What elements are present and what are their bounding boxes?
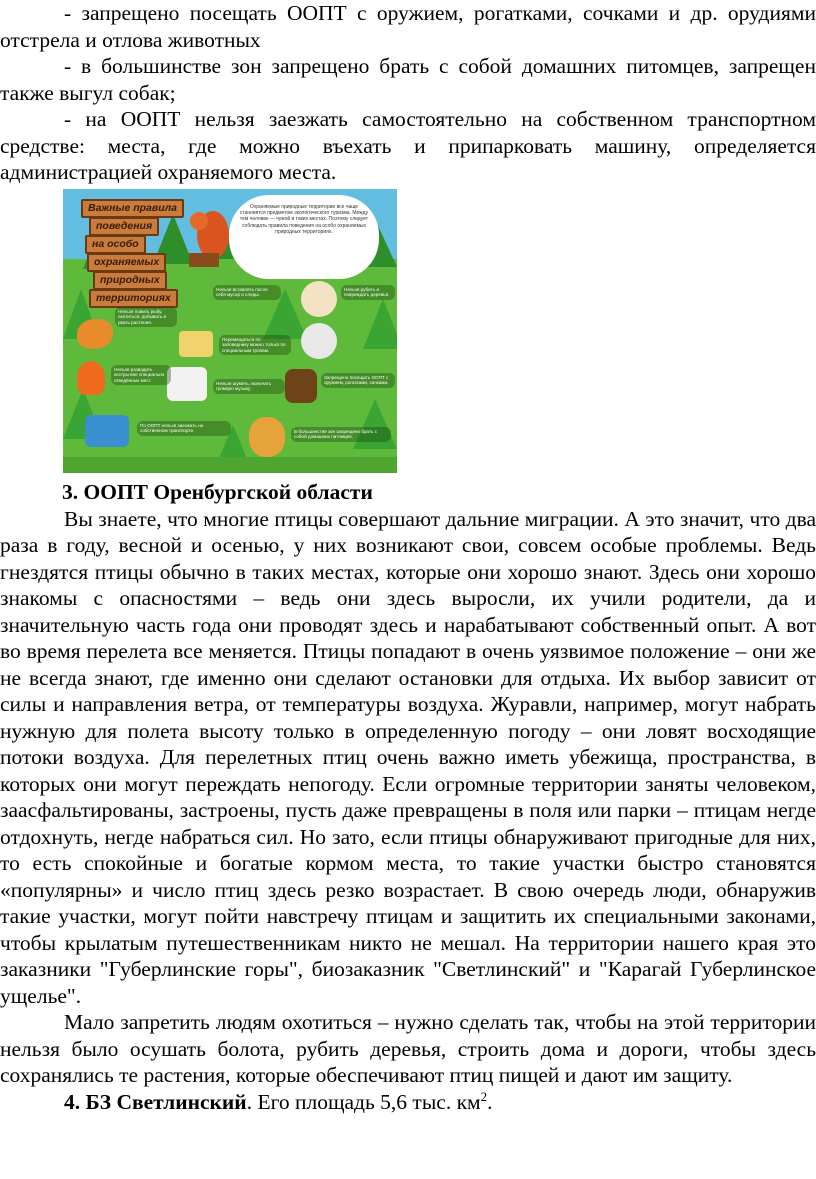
poster-tip: Нельзя вставлять после себя мусор и следы.: [213, 285, 281, 300]
poster-tip: Перемещаться по заповеднику можно только по специальным тропам.: [219, 335, 291, 356]
campfire-icon: [77, 361, 105, 395]
body-paragraph: Мало запретить людям охотиться – нужно сделать так, чтобы на этой территории нельзя было осушать болота, рубить деревья, строить дома и дороги, чтобы здесь сохранялись те растения, которые обеспечивают птиц пищей и дают им защиту.: [0, 1010, 816, 1087]
rule-weapons: - запрещено посещать ООПТ с оружием, рогатками, сочками и др. орудиями отстрела и отлова животных: [0, 1, 816, 52]
poster-title-sign: [89, 217, 159, 236]
poster-title-line: поведения: [96, 219, 153, 232]
slingshot-icon: [285, 369, 317, 403]
map-icon: [179, 331, 213, 357]
poster-title-line: природных: [100, 273, 160, 286]
section-heading: 3. ООПТ Оренбургской области: [62, 479, 373, 504]
megaphone-icon: [167, 367, 207, 401]
poster-intro-bubble: Охраняемые природные территории все чаще становятся предметом экологического туризма. Между тем человек — чужой в таких местах. Поэтому следует соблюдать правила поведения на особо охраняемых природных территориях.: [229, 195, 379, 279]
poster-title-line: Важные правила: [88, 201, 178, 214]
line-end: .: [487, 1089, 493, 1114]
poster-title-line: охраняемых: [94, 255, 160, 268]
section-4-title: 4. БЗ Светлинский: [64, 1089, 247, 1114]
area-unit-superscript: 2: [480, 1088, 488, 1104]
dog-icon: [249, 417, 285, 457]
poster-tip: В большинстве зон запрещено брать с собой домашних питомцев.: [291, 427, 391, 442]
bus-icon: [85, 415, 129, 447]
poster-title-sign: [93, 271, 167, 290]
axe-icon: [301, 281, 337, 317]
rule-pets: - в большинстве зон запрещено брать с собой домашних питомцев, запрещен также выгул собак;: [0, 54, 816, 105]
poster-tip: Нельзя разводить костры вне специально отведённых мест.: [111, 365, 171, 386]
poster-title-line: территориях: [96, 291, 171, 304]
poster-tip: Запрещено посещать ООПТ с оружием, рогатками, сачками.: [321, 373, 395, 388]
rules-infographic: [63, 189, 397, 473]
poster-tip: Нельзя рубить и повреждать деревья.: [341, 285, 395, 300]
body-paragraph: Вы знаете, что многие птицы совершают дальние миграции. А это значит, что два раза в году, весной и осенью, у них возникают свои, совсем особые проблемы. Ведь гнездятся птицы обычно в таких местах, которые они хорошо знают. Здесь они хорошо знакомы с опасностями – ведь они здесь выросли, их учили родители, да и значительную часть года они проводят здесь и нарабатывают собственный опыт. А вот во время перелета все меняется. Птицы попадают в очень уязвимое положение – они же не всегда знают, где именно они сделают остановки для отдыха. Их выбор зависит от силы и направления ветра, от температуры воздуха. Журавли, например, могут набрать нужную для полета высоту только в определенную погоду – они ловят восходящие потоки воздуха. Для перелетных птиц очень важно иметь убежища, пространства, в которых они могут переждать непогоду. Если огромные территории заняты человеком, заасфальтированы, застроены, пусть даже превращены в поля или парки – птицам негде отдохнуть, негде набраться сил. Но зато, если птицы обнаруживают пригодные для них, то есть спокойные и богатые кормом места, то такие участки быстро становятся «популярны» и число птиц здесь резко возрастает. В свою очередь люди, обнаружив такие участки, могут пойти навстречу птицам и защитить их специальными законами, чтобы крылатым путешественникам никто не мешал. На территории нашего края это заказники "Губерлинские горы", биозаказник "Светлинский" и "Карагай Губерлинское ущелье".: [0, 506, 816, 1008]
poster-tip: Нельзя шуметь, включать громкую музыку.: [213, 379, 285, 394]
poster-tip: По ООПТ нельзя заезжать на собственном транспорте.: [137, 421, 231, 436]
area-text: . Его площадь 5,6 тыс. км: [246, 1089, 481, 1114]
poster-tip: Нельзя ловить рыбу, охотиться, добывать и рвать растения.: [115, 307, 177, 328]
poster-title-sign: [87, 253, 166, 272]
poster-title-sign: [85, 235, 146, 254]
poster-title-line: на особо: [92, 237, 139, 250]
rule-transport: - на ООПТ нельзя заезжать самостоятельно на собственном транспортном средстве: места, где можно въехать и припарковать машину, определяется администрацией охраняемого места.: [0, 107, 816, 184]
trash-pile-icon: [301, 323, 337, 359]
fish-icon: [77, 319, 113, 349]
section-4-line: [0, 1089, 816, 1116]
poster-title-sign: [89, 289, 178, 308]
squirrel-icon: [183, 207, 231, 269]
poster-title-sign: [81, 199, 184, 218]
